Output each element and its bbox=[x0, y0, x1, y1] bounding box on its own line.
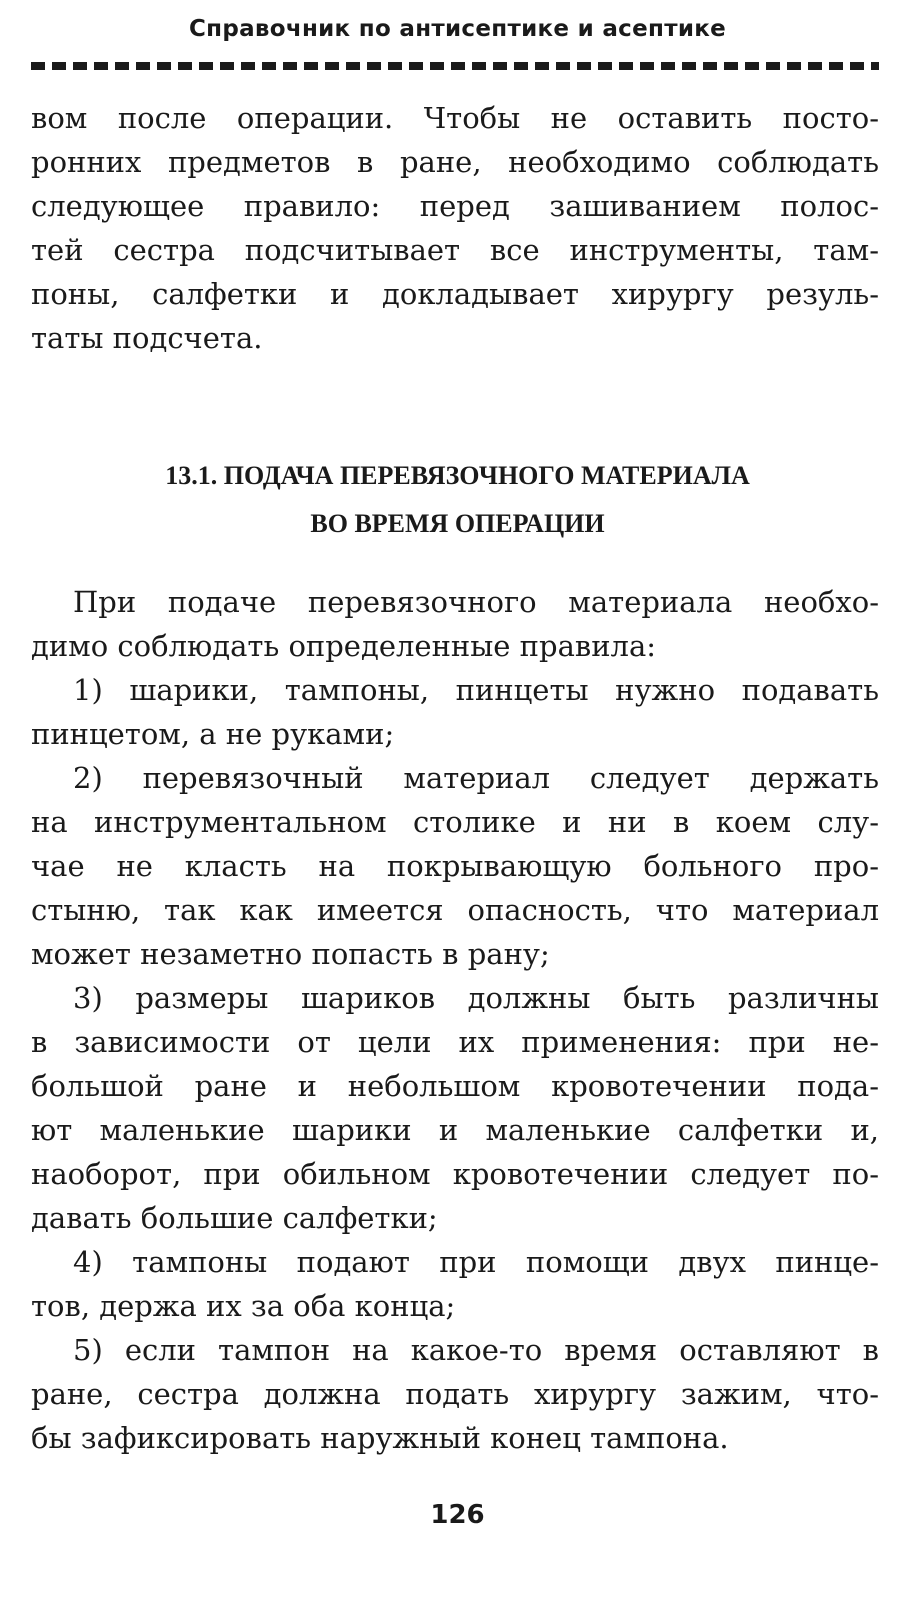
list-item-line: чае не класть на покрывающую больного про- bbox=[31, 849, 879, 883]
list-item-line: 1) шарики, тампоны, пинцеты нужно подавать bbox=[73, 673, 879, 707]
text-line: вом после операции. Чтобы не оставить посто- bbox=[31, 101, 879, 135]
list-item-line: наоборот, при обильном кровотечении следует по- bbox=[31, 1157, 879, 1191]
header-dashed-rule bbox=[31, 62, 879, 70]
running-header: Справочник по антисептике и асептике bbox=[188, 16, 727, 42]
list-item-line: ют маленькие шарики и маленькие салфетки и, bbox=[31, 1113, 879, 1147]
list-item-line: может незаметно попасть в рану; bbox=[31, 937, 550, 971]
list-item-line: 2) перевязочный материал следует держать bbox=[73, 761, 879, 795]
text-line: тей сестра подсчитывает все инструменты, там- bbox=[31, 233, 879, 267]
page-number: 126 bbox=[430, 1500, 485, 1530]
list-item-line: пинцетом, а не руками; bbox=[31, 717, 395, 751]
list-item-line: 4) тампоны подают при помощи двух пинце- bbox=[73, 1245, 879, 1279]
text-line: димо соблюдать определенные правила: bbox=[31, 629, 657, 663]
text-line: поны, салфетки и докладывает хирургу резуль- bbox=[31, 277, 879, 311]
list-item-line: 3) размеры шариков должны быть различны bbox=[73, 981, 879, 1015]
list-item-line: 5) если тампон на какое-то время оставляют в bbox=[73, 1333, 879, 1367]
text-line: ронних предметов в ране, необходимо соблюдать bbox=[31, 145, 879, 179]
list-item-line: стыню, так как имеется опасность, что материал bbox=[31, 893, 879, 927]
list-item-line: большой ране и небольшом кровотечении пода- bbox=[31, 1069, 879, 1103]
text-line: При подаче перевязочного материала необхо- bbox=[73, 585, 879, 619]
text-line: следующее правило: перед зашиванием полос- bbox=[31, 189, 879, 223]
list-item-line: на инструментальном столике и ни в коем слу- bbox=[31, 805, 879, 839]
list-item-line: давать большие салфетки; bbox=[31, 1201, 438, 1235]
list-item-line: ране, сестра должна подать хирургу зажим, что- bbox=[31, 1377, 879, 1411]
list-item-line: в зависимости от цели их применения: при не- bbox=[31, 1025, 879, 1059]
text-line: таты подсчета. bbox=[31, 321, 263, 355]
list-item-line: тов, держа их за оба конца; bbox=[31, 1289, 456, 1323]
section-heading bbox=[0, 452, 915, 548]
section-heading-line: 13.1. ПОДАЧА ПЕРЕВЯЗОЧНОГО МАТЕРИАЛА bbox=[165, 461, 750, 490]
section-heading-line: ВО ВРЕМЯ ОПЕРАЦИИ bbox=[310, 509, 605, 538]
list-item-line: бы зафиксировать наружный конец тампона. bbox=[31, 1421, 729, 1455]
section-body bbox=[31, 580, 879, 1460]
intro-paragraph bbox=[31, 96, 879, 360]
